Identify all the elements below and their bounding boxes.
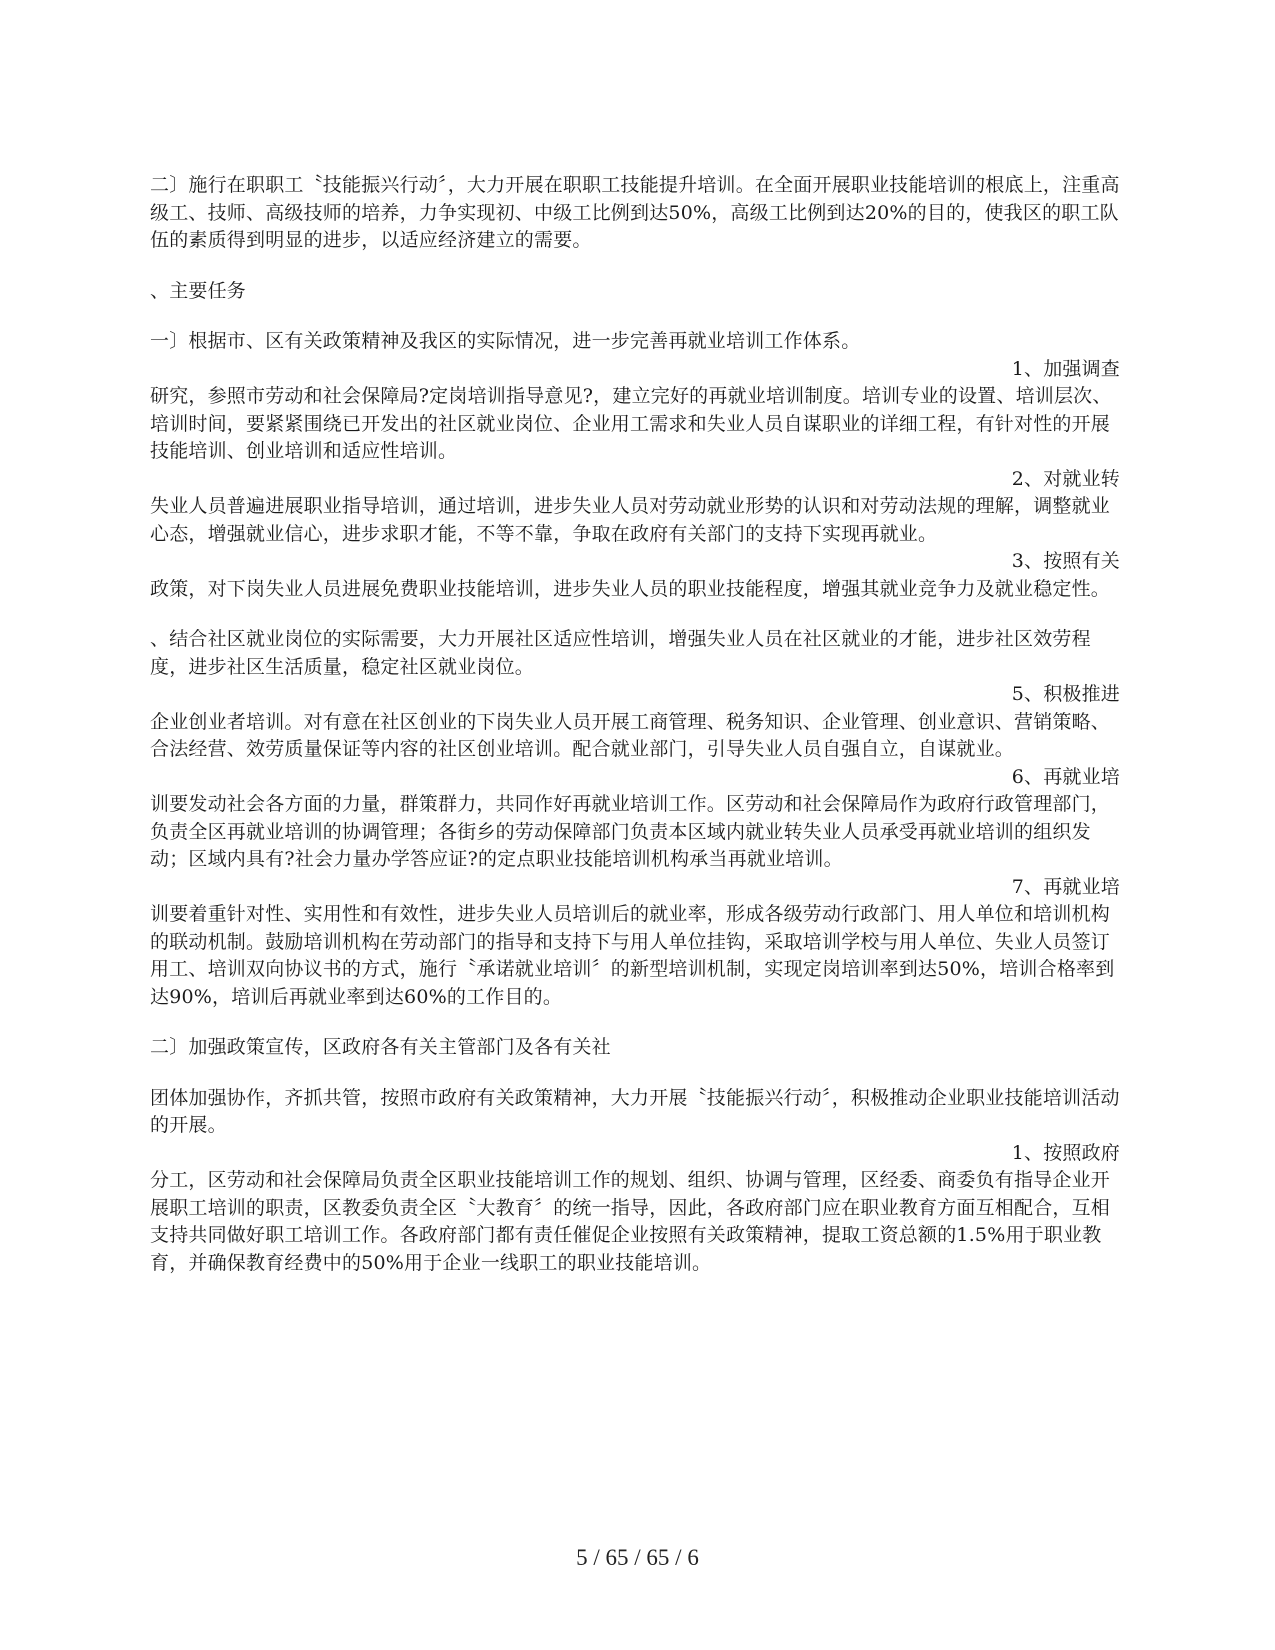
item-3-heading: 3、按照有关	[1011, 550, 1120, 572]
item-7-heading: 7、再就业培	[1011, 875, 1120, 898]
item-7-body: 训要着重针对性、实用性和有效性，进步失业人员培训后的就业率，形成各级劳动行政部门、用人单位和培训机构的联动机制。鼓励培训机构在劳动部门的指导和支持下与用人单位挂钩，采取培训学校与用人单位、失业人员签订用工、培训双向协议书的方式，施行〝承诺就业培训〞的新型培训机制，实现定岗培训率到达50%，培训合格率到达90%，培训后再就业率到达60%的工作目的。	[150, 903, 1115, 1008]
section-1-intro: 一〕根据市、区有关政策精神及我区的实际情况，进一步完善再就业培训工作体系。	[150, 330, 861, 352]
item-3-body: 政策，对下岗失业人员进展免费职业技能培训，进步失业人员的职业技能程度，增强其就业竞争力及就业稳定性。	[150, 577, 1111, 600]
item-1-heading: 1、加强调查	[1011, 357, 1120, 380]
item-6-body: 训要发动社会各方面的力量，群策群力，共同作好再就业培训工作。区劳动和社会保障局作为政府行政管理部门，负责全区再就业培训的协调管理；各街乡的劳动保障部门负责本区域内就业转失业人员承受再就业培训的组织发动；区域内具有?社会力量办学答应证?的定点职业技能培训机构承当再就业培训。	[150, 793, 1111, 870]
section-2-continuation: 团体加强协作，齐抓共管，按照市政府有关政策精神，大力开展〝技能振兴行动〞，积极推动企业职业技能培训活动的开展。	[150, 1086, 1120, 1136]
section-2-intro: 二〕加强政策宣传，区政府各有关主管部门及各有关社	[150, 1036, 611, 1058]
paragraph-skills-revitalization: 二〕施行在职职工〝技能振兴行动〞，大力开展在职职工技能提升培训。在全面开展职业技能培训的根底上，注重高级工、技师、高级技师的培养，力争实现初、中级工比例到达50%，高级工比例到达20%的目的，使我区的职工队伍的素质得到明显的进步，以适应经济建立的需要。	[150, 174, 1120, 251]
item-5-body: 企业创业者培训。对有意在社区创业的下岗失业人员开展工商管理、税务知识、企业管理、创业意识、营销策略、合法经营、效劳质量保证等内容的社区创业培训。配合就业部门，引导失业人员自强自立，自谋就业。	[150, 710, 1111, 760]
item-6-heading: 6、再就业培	[1011, 765, 1120, 788]
heading-main-tasks: 、主要任务	[150, 279, 247, 302]
page-number: 5 / 65 / 65 / 6	[576, 1545, 699, 1570]
item-2-body: 失业人员普遍进展职业指导培训，通过培训，进步失业人员对劳动就业形势的认识和对劳动法规的理解，调整就业心态，增强就业信心，进步求职才能，不等不靠，争取在政府有关部门的支持下实现再就业。	[150, 495, 1111, 545]
item-2-heading: 2、对就业转	[1011, 467, 1120, 490]
item-1-body: 研究，参照市劳动和社会保障局?定岗培训指导意见?，建立完好的再就业培训制度。培训专业的设置、培训层次、培训时间，要紧紧围绕已开发出的社区就业岗位、企业用工需求和失业人员自谋职业的详细工程，有针对性的开展技能培训、创业培训和适应性培训。	[150, 385, 1112, 462]
document-body	[150, 172, 1120, 1277]
section-2-item-1-body: 分工，区劳动和社会保障局负责全区职业技能培训工作的规划、组织、协调与管理，区经委、商委负有指导企业开展职工培训的职责，区教委负责全区〝大教育〞的统一指导，因此，各政府部门应在职业教育方面互相配合，互相支持共同做好职工培训工作。各政府部门都有责任催促企业按照有关政策精神，提取工资总额的1.5%用于职业教育，并确保教育经费中的50%用于企业一线职工的职业技能培训。	[150, 1169, 1111, 1274]
item-4-body: 、结合社区就业岗位的实际需要，大力开展社区适应性培训，增强失业人员在社区就业的才能，进步社区效劳程度，进步社区生活质量，稳定社区就业岗位。	[150, 628, 1091, 678]
item-5-heading: 5、积极推进	[1011, 683, 1120, 705]
section-2-item-1-heading: 1、按照政府	[1011, 1141, 1120, 1164]
